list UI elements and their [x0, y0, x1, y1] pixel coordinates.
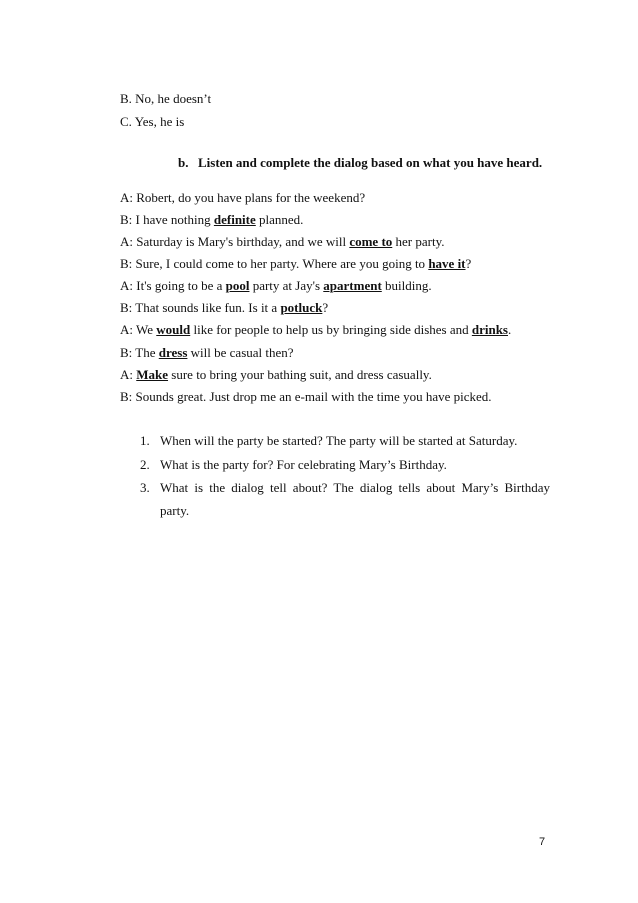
dialog-line: B: The dress will be casual then? [120, 345, 294, 360]
question-text-continuation: party. [160, 503, 190, 518]
filled-answer: pool [225, 278, 250, 293]
dialog-line: A: We would like for people to help us by bringing side dishes and drinks. [120, 322, 512, 337]
section-heading-text: Listen and complete the dialog based on what you have heard. [198, 155, 543, 170]
page-number: 7 [539, 836, 546, 848]
filled-answer: come to [349, 234, 393, 249]
dialog-line: B: I have nothing definite planned. [120, 212, 304, 227]
dialog-line: B: Sounds great. Just drop me an e-mail with the time you have picked. [120, 389, 492, 404]
filled-answer: Make [136, 367, 169, 382]
answer-option-c: C. Yes, he is [120, 114, 185, 129]
filled-answer: apartment [323, 278, 382, 293]
filled-answer: dress [158, 345, 188, 360]
answer-option-b: B. No, he doesn’t [120, 91, 212, 106]
filled-answer: definite [213, 212, 256, 227]
filled-answer: drinks [471, 322, 508, 337]
filled-answer: have it [428, 256, 466, 271]
dialog-line: A: Robert, do you have plans for the weekend? [120, 190, 366, 205]
question-number: 3. [140, 480, 150, 495]
section-marker: b. [178, 155, 189, 170]
dialog-line: A: Make sure to bring your bathing suit, and dress casually. [120, 367, 432, 382]
question-text: When will the party be started? The party will be started at Saturday. [160, 433, 518, 448]
question-text: What is the party for? For celebrating Mary’s Birthday. [160, 457, 447, 472]
dialog-line: A: It's going to be a pool party at Jay's apartment building. [120, 278, 432, 293]
question-number: 2. [140, 457, 150, 472]
question-item [140, 480, 550, 496]
section-heading [178, 155, 542, 171]
dialog-line: A: Saturday is Mary's birthday, and we will come to her party. [120, 234, 445, 249]
dialog-line: B: That sounds like fun. Is it a potluck? [120, 300, 329, 315]
dialog-line: B: Sure, I could come to her party. Where are you going to have it? [120, 256, 472, 271]
question-number: 1. [140, 433, 150, 448]
question-text: What is the dialog tell about? The dialog tells about Mary’s Birthday [160, 480, 550, 495]
question-item [140, 457, 550, 473]
filled-answer: would [156, 322, 191, 337]
question-item [140, 433, 550, 449]
filled-answer: potluck [280, 300, 323, 315]
